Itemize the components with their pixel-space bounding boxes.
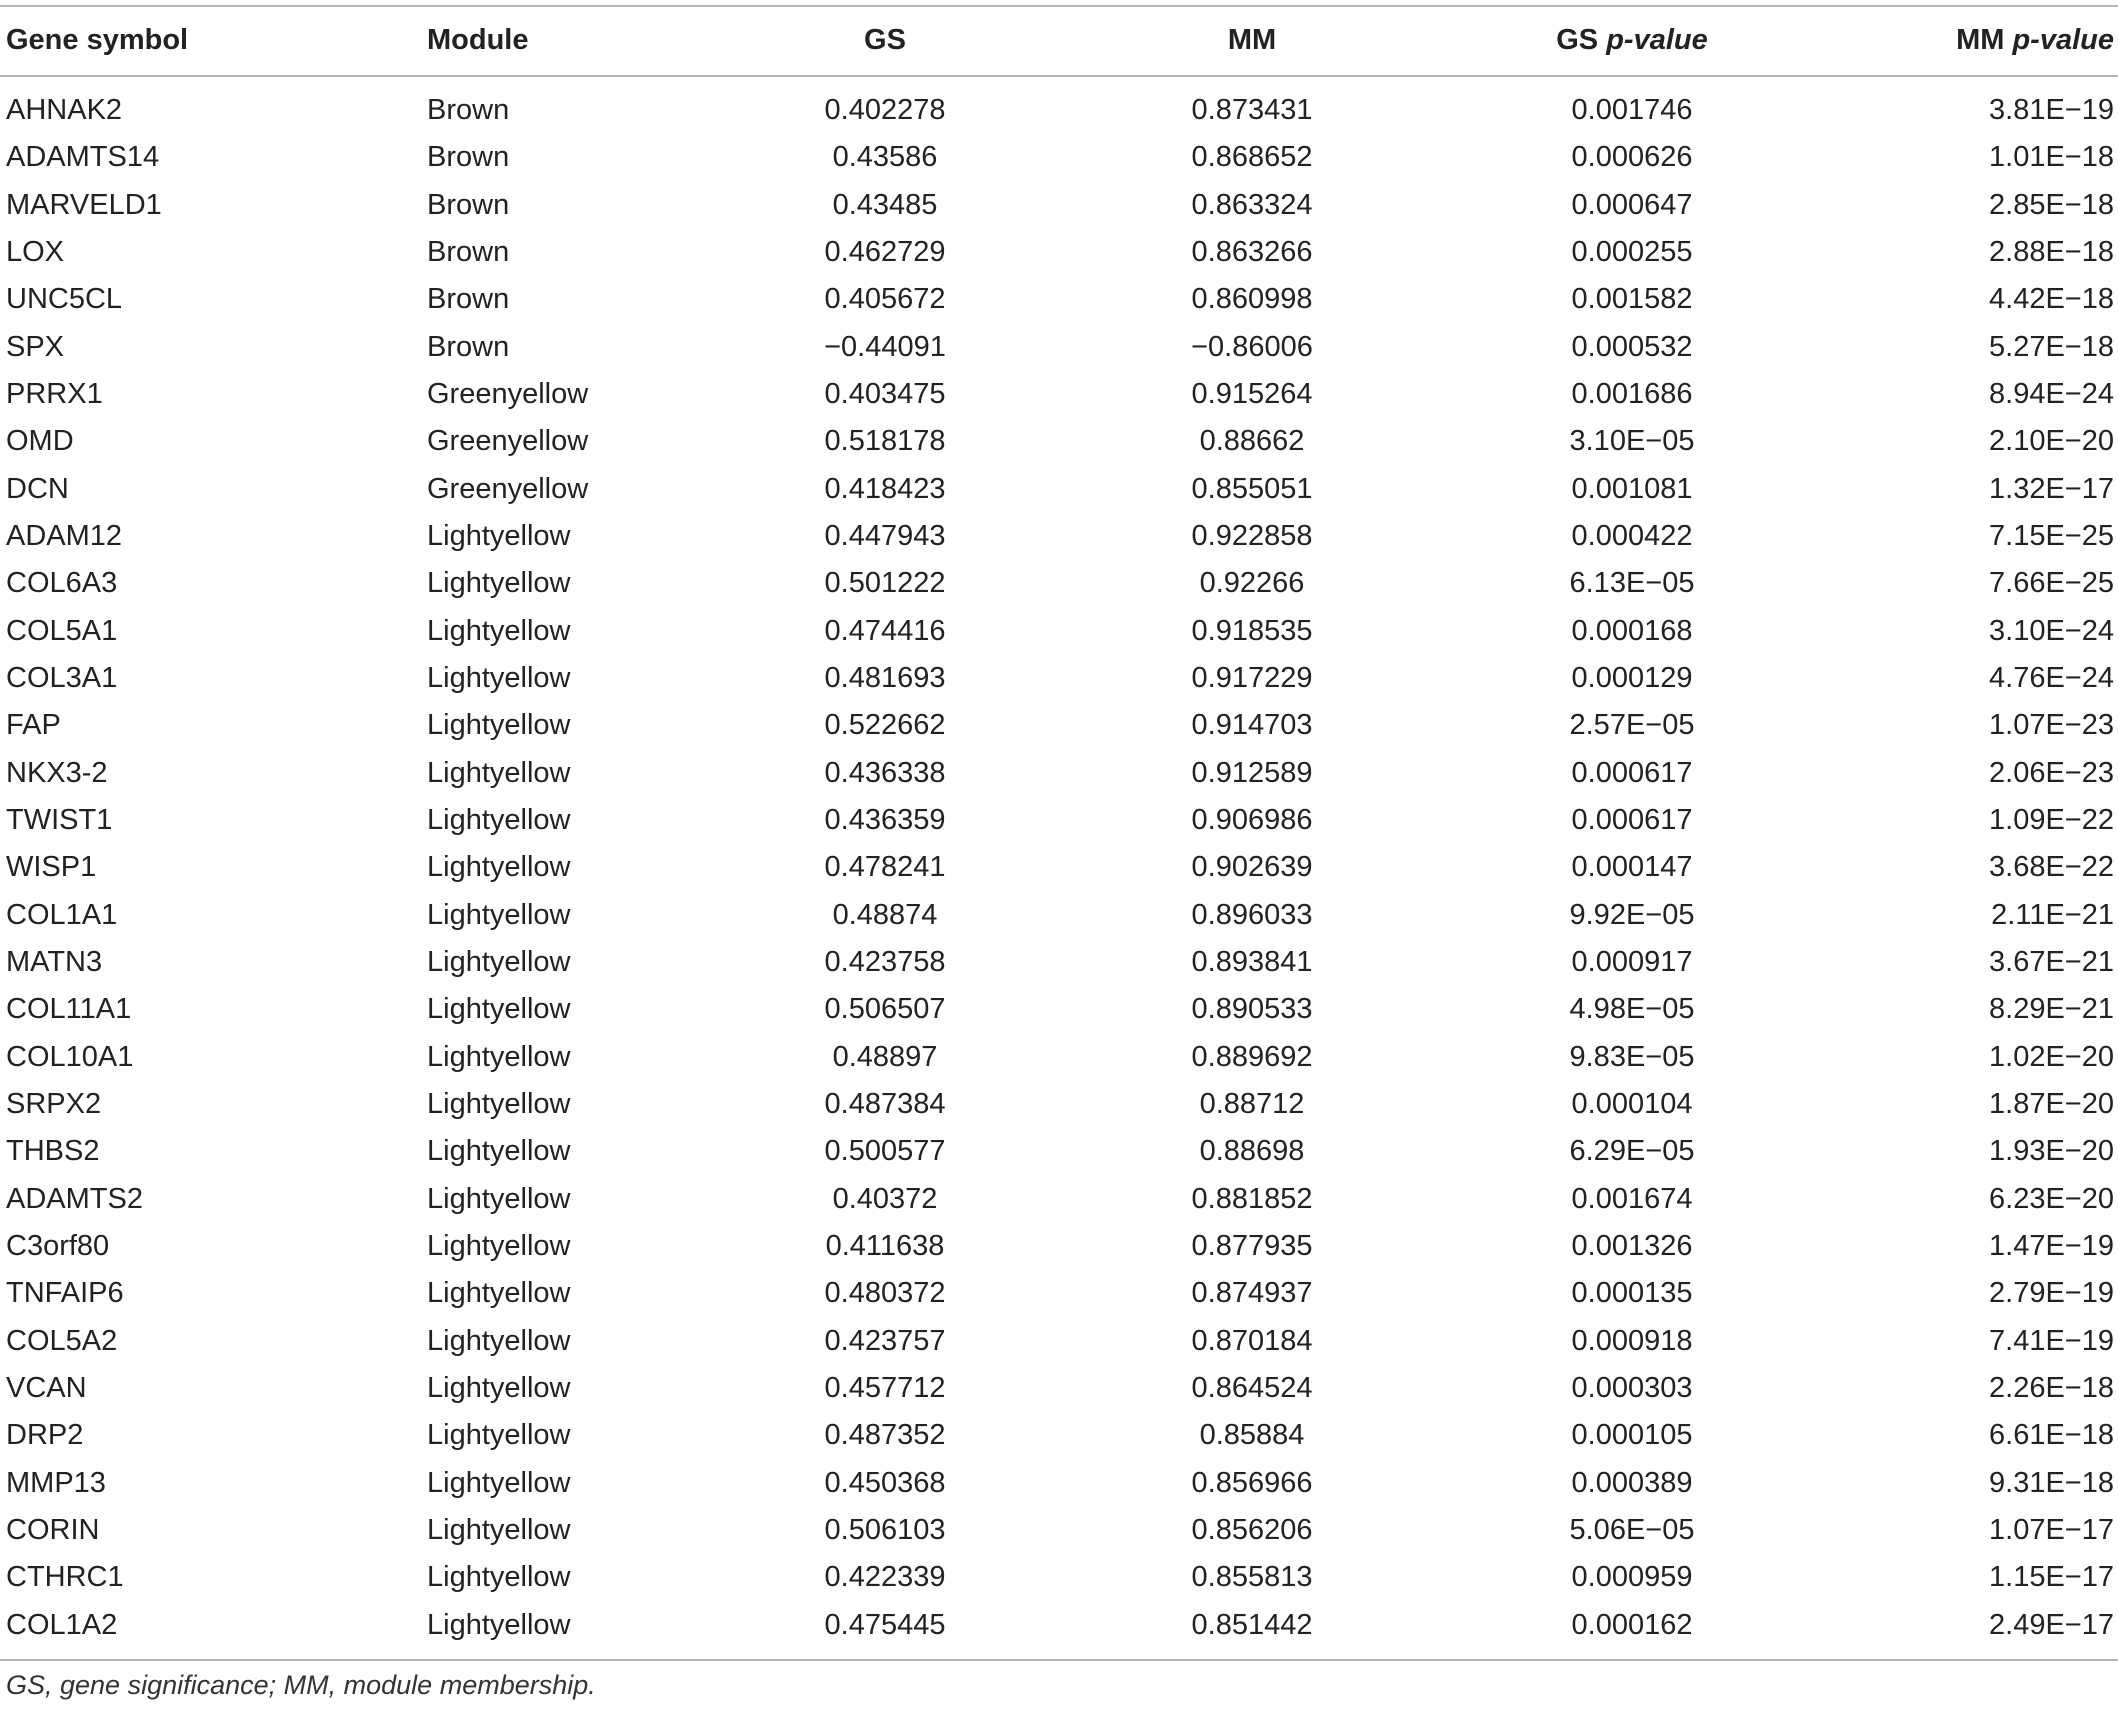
cell-mm-p-value: 2.06E−23	[1989, 756, 2114, 789]
cell-gs-p-value: 0.000918	[1571, 1324, 1693, 1357]
cell-module: Lightyellow	[427, 1135, 571, 1168]
cell-gs-p-value: 4.98E−05	[1569, 993, 1695, 1026]
cell-gene-symbol: MARVELD1	[6, 188, 162, 221]
cell-gs-p-value: 0.001326	[1571, 1229, 1693, 1262]
cell-gs: 0.518178	[824, 425, 946, 458]
cell-mm: 0.860998	[1191, 283, 1313, 316]
table-row	[0, 324, 2118, 371]
cell-mm: 0.912589	[1191, 756, 1313, 789]
cell-mm: 0.855051	[1191, 472, 1313, 505]
cell-gene-symbol: COL3A1	[6, 661, 118, 694]
cell-module: Lightyellow	[427, 1608, 571, 1641]
cell-gs-p-value: 0.000147	[1571, 851, 1693, 884]
cell-mm-p-value: 1.07E−17	[1989, 1513, 2114, 1546]
cell-module: Lightyellow	[427, 709, 571, 742]
cell-mm-p-value: 1.02E−20	[1989, 1040, 2114, 1073]
cell-gs: 0.436359	[824, 803, 946, 836]
cell-mm: 0.85884	[1199, 1419, 1305, 1452]
cell-mm: 0.873431	[1191, 94, 1313, 126]
cell-mm: 0.851442	[1191, 1608, 1313, 1641]
cell-gene-symbol: CORIN	[6, 1513, 100, 1546]
table-header-row	[0, 17, 2118, 64]
cell-mm-p-value: 6.23E−20	[1989, 1182, 2114, 1215]
cell-mm: 0.893841	[1191, 945, 1313, 978]
cell-mm-p-value: 3.67E−21	[1989, 945, 2114, 978]
cell-gene-symbol: COL5A2	[6, 1324, 118, 1357]
cell-gs: 0.43586	[832, 141, 938, 174]
cell-mm-p-value: 7.41E−19	[1989, 1324, 2114, 1357]
cell-gs: 0.487352	[824, 1419, 946, 1452]
cell-module: Lightyellow	[427, 851, 571, 884]
cell-gs-p-value: 0.000129	[1571, 661, 1693, 694]
cell-module: Lightyellow	[427, 1561, 571, 1594]
cell-gs: −0.44091	[824, 330, 946, 363]
cell-gs: 0.403475	[824, 377, 946, 410]
cell-gene-symbol: COL5A1	[6, 614, 118, 647]
cell-gs-p-value: 0.000532	[1571, 330, 1693, 363]
header-mm-p-suffix: p-value	[2012, 24, 2114, 56]
table-row	[0, 1412, 2118, 1459]
cell-gs-p-value: 0.001746	[1571, 94, 1693, 126]
cell-module: Lightyellow	[427, 1277, 571, 1310]
cell-mm-p-value: 2.10E−20	[1989, 425, 2114, 458]
cell-mm: 0.922858	[1191, 519, 1313, 552]
cell-gs: 0.418423	[824, 472, 946, 505]
header-gs: GS	[864, 24, 906, 56]
cell-module: Brown	[427, 283, 510, 316]
cell-mm-p-value: 2.79E−19	[1989, 1277, 2114, 1310]
cell-mm-p-value: 2.11E−21	[1991, 898, 2114, 931]
cell-gene-symbol: FAP	[6, 709, 61, 742]
cell-gene-symbol: LOX	[6, 235, 65, 268]
cell-mm: 0.88662	[1199, 425, 1305, 458]
cell-mm-p-value: 3.68E−22	[1989, 851, 2114, 884]
cell-module: Lightyellow	[427, 1087, 571, 1120]
cell-gene-symbol: TWIST1	[6, 803, 113, 836]
cell-mm: 0.890533	[1191, 993, 1313, 1026]
cell-mm-p-value: 9.31E−18	[1989, 1466, 2114, 1499]
cell-mm: 0.896033	[1191, 898, 1313, 931]
cell-gene-symbol: AHNAK2	[6, 94, 123, 126]
cell-gene-symbol: ADAMTS14	[6, 141, 160, 174]
cell-module: Brown	[427, 141, 510, 174]
cell-gs: 0.487384	[824, 1087, 946, 1120]
cell-mm-p-value: 7.66E−25	[1989, 567, 2114, 600]
table-row	[0, 418, 2118, 465]
cell-module: Lightyellow	[427, 1513, 571, 1546]
cell-gs: 0.500577	[824, 1135, 946, 1168]
cell-module: Lightyellow	[427, 898, 571, 931]
cell-mm: −0.86006	[1191, 330, 1313, 363]
cell-mm-p-value: 8.94E−24	[1989, 377, 2114, 410]
table-header-rule	[0, 75, 2118, 77]
cell-gs-p-value: 0.000135	[1571, 1277, 1693, 1310]
cell-mm-p-value: 1.32E−17	[1989, 472, 2114, 505]
cell-gene-symbol: COL1A2	[6, 1608, 118, 1641]
cell-module: Lightyellow	[427, 803, 571, 836]
cell-gs: 0.402278	[824, 94, 946, 126]
cell-mm: 0.856206	[1191, 1513, 1313, 1546]
cell-gs: 0.478241	[824, 851, 946, 884]
cell-module: Brown	[427, 188, 510, 221]
cell-gene-symbol: TNFAIP6	[6, 1277, 124, 1310]
cell-gene-symbol: ADAMTS2	[6, 1182, 143, 1215]
header-gs-p-value	[1482, 17, 1782, 64]
cell-gs-p-value: 0.000959	[1571, 1561, 1693, 1594]
table-row	[0, 986, 2118, 1033]
cell-gs-p-value: 0.000617	[1571, 803, 1693, 836]
cell-mm: 0.92266	[1199, 567, 1305, 600]
cell-mm-p-value: 2.85E−18	[1989, 188, 2114, 221]
cell-gs: 0.436338	[824, 756, 946, 789]
cell-gs-p-value: 0.000626	[1571, 141, 1693, 174]
cell-gs-p-value: 0.000104	[1571, 1087, 1693, 1120]
cell-gs: 0.48874	[832, 898, 938, 931]
table-row	[0, 797, 2118, 844]
cell-module: Lightyellow	[427, 1229, 571, 1262]
table-row	[0, 1460, 2118, 1507]
cell-mm: 0.88712	[1199, 1087, 1305, 1120]
cell-mm: 0.88698	[1199, 1135, 1305, 1168]
cell-mm: 0.864524	[1191, 1371, 1313, 1404]
header-gs-p-prefix: GS	[1556, 24, 1599, 56]
cell-module: Greenyellow	[427, 377, 589, 410]
cell-module: Lightyellow	[427, 1466, 571, 1499]
cell-mm: 0.855813	[1191, 1561, 1313, 1594]
cell-gene-symbol: UNC5CL	[6, 283, 123, 316]
cell-gs: 0.481693	[824, 661, 946, 694]
cell-gs: 0.522662	[824, 709, 946, 742]
cell-mm-p-value: 2.26E−18	[1989, 1371, 2114, 1404]
cell-gs: 0.447943	[824, 519, 946, 552]
cell-module: Greenyellow	[427, 472, 589, 505]
cell-gs-p-value: 0.000168	[1571, 614, 1693, 647]
table-row	[0, 560, 2118, 607]
cell-module: Lightyellow	[427, 993, 571, 1026]
cell-mm-p-value: 3.10E−24	[1989, 614, 2114, 647]
cell-gs: 0.457712	[824, 1371, 946, 1404]
cell-gs: 0.475445	[824, 1608, 946, 1641]
cell-gs: 0.422339	[824, 1561, 946, 1594]
cell-mm: 0.881852	[1191, 1182, 1313, 1215]
cell-gs: 0.480372	[824, 1277, 946, 1310]
cell-module: Greenyellow	[427, 425, 589, 458]
cell-gene-symbol: SRPX2	[6, 1087, 102, 1120]
table-row	[0, 276, 2118, 323]
cell-gs-p-value: 5.06E−05	[1569, 1513, 1695, 1546]
cell-gs: 0.423758	[824, 945, 946, 978]
cell-gs-p-value: 0.000422	[1571, 519, 1693, 552]
cell-gs: 0.423757	[824, 1324, 946, 1357]
cell-module: Lightyellow	[427, 1371, 571, 1404]
cell-gs: 0.411638	[825, 1229, 945, 1262]
table-top-rule	[0, 5, 2118, 7]
cell-module: Lightyellow	[427, 661, 571, 694]
cell-gene-symbol: OMD	[6, 425, 74, 458]
cell-gs-p-value: 0.000255	[1571, 235, 1693, 268]
cell-mm: 0.906986	[1191, 803, 1313, 836]
cell-gene-symbol: ADAM12	[6, 519, 123, 552]
header-mm-p-prefix: MM	[1956, 24, 2005, 56]
cell-module: Lightyellow	[427, 614, 571, 647]
cell-mm-p-value: 8.29E−21	[1989, 993, 2114, 1026]
cell-mm-p-value: 5.27E−18	[1989, 330, 2114, 363]
cell-mm-p-value: 7.15E−25	[1989, 519, 2114, 552]
cell-module: Lightyellow	[427, 519, 571, 552]
cell-mm: 0.915264	[1191, 377, 1313, 410]
table-row	[0, 1176, 2118, 1223]
table-row	[0, 182, 2118, 229]
cell-mm: 0.917229	[1191, 661, 1313, 694]
cell-mm: 0.856966	[1191, 1466, 1313, 1499]
cell-gene-symbol: NKX3-2	[6, 756, 108, 789]
cell-gene-symbol: SPX	[6, 330, 65, 363]
cell-gene-symbol: COL10A1	[6, 1040, 134, 1073]
table-row	[0, 1554, 2118, 1601]
table-row	[0, 1365, 2118, 1412]
cell-gene-symbol: COL11A1	[6, 993, 132, 1026]
cell-gs: 0.405672	[824, 283, 946, 316]
cell-mm: 0.877935	[1191, 1229, 1313, 1262]
table-row	[0, 844, 2118, 891]
table-row	[0, 371, 2118, 418]
cell-mm-p-value: 3.81E−19	[1989, 94, 2114, 126]
cell-gs-p-value: 3.10E−05	[1569, 425, 1695, 458]
cell-gs: 0.506507	[824, 993, 946, 1026]
cell-gs: 0.40372	[832, 1182, 938, 1215]
cell-gs: 0.474416	[824, 614, 946, 647]
cell-mm: 0.863266	[1191, 235, 1313, 268]
cell-module: Lightyellow	[427, 756, 571, 789]
cell-gs: 0.462729	[824, 235, 946, 268]
table-row	[0, 939, 2118, 986]
cell-mm: 0.902639	[1191, 851, 1313, 884]
table-row	[0, 702, 2118, 749]
cell-gs-p-value: 0.000303	[1571, 1371, 1693, 1404]
cell-gene-symbol: VCAN	[6, 1371, 87, 1404]
cell-module: Lightyellow	[427, 567, 571, 600]
cell-mm-p-value: 1.47E−19	[1989, 1229, 2114, 1262]
cell-mm-p-value: 1.09E−22	[1989, 803, 2114, 836]
cell-mm-p-value: 1.87E−20	[1989, 1087, 2114, 1120]
cell-mm-p-value: 1.93E−20	[1989, 1135, 2114, 1168]
table-row	[0, 1034, 2118, 1081]
cell-module: Brown	[427, 94, 510, 126]
cell-gene-symbol: DCN	[6, 472, 69, 505]
table-bottom-rule	[0, 1659, 2118, 1661]
cell-mm-p-value: 1.07E−23	[1989, 709, 2114, 742]
table-row	[0, 892, 2118, 939]
cell-mm: 0.863324	[1191, 188, 1313, 221]
table-row	[0, 87, 2118, 134]
cell-gs-p-value: 2.57E−05	[1569, 709, 1695, 742]
cell-gs-p-value: 0.001674	[1571, 1182, 1693, 1215]
cell-mm: 0.914703	[1191, 709, 1313, 742]
cell-gs-p-value: 0.001081	[1571, 472, 1693, 505]
cell-mm-p-value: 1.15E−17	[1989, 1561, 2114, 1594]
table-row	[0, 1318, 2118, 1365]
header-gene-symbol: Gene symbol	[6, 24, 189, 56]
table-row	[0, 134, 2118, 181]
cell-gs-p-value: 6.29E−05	[1569, 1135, 1695, 1168]
cell-gene-symbol: THBS2	[6, 1135, 100, 1168]
cell-gs: 0.48897	[832, 1040, 938, 1073]
cell-gs: 0.506103	[824, 1513, 946, 1546]
cell-mm: 0.889692	[1191, 1040, 1313, 1073]
table-row	[0, 466, 2118, 513]
header-mm: MM	[1227, 24, 1277, 56]
cell-mm: 0.874937	[1191, 1277, 1313, 1310]
cell-mm-p-value: 1.01E−18	[1989, 141, 2114, 174]
cell-gs: 0.43485	[832, 188, 938, 221]
table-footnote: GS, gene significance; MM, module membership.	[6, 1670, 596, 1700]
cell-gs-p-value: 0.000617	[1571, 756, 1693, 789]
cell-module: Brown	[427, 330, 510, 363]
cell-gs-p-value: 0.000647	[1571, 188, 1693, 221]
table-row	[0, 513, 2118, 560]
cell-gs-p-value: 0.000162	[1571, 1608, 1693, 1641]
cell-gs: 0.501222	[824, 567, 946, 600]
table-row	[0, 750, 2118, 797]
cell-gene-symbol: PRRX1	[6, 377, 103, 410]
cell-mm-p-value: 2.49E−17	[1989, 1608, 2114, 1641]
cell-module: Brown	[427, 235, 510, 268]
cell-gs-p-value: 0.000917	[1571, 945, 1693, 978]
table-row	[0, 229, 2118, 276]
table-row	[0, 1602, 2118, 1649]
cell-module: Lightyellow	[427, 1324, 571, 1357]
table-row	[0, 655, 2118, 702]
cell-gene-symbol: C3orf80	[6, 1229, 110, 1262]
header-mm-p-value	[1956, 17, 2114, 64]
cell-gs-p-value: 0.001686	[1571, 377, 1693, 410]
cell-gs-p-value: 0.001582	[1571, 283, 1693, 316]
table-row	[0, 1270, 2118, 1317]
cell-mm: 0.870184	[1191, 1324, 1313, 1357]
table-row	[0, 608, 2118, 655]
cell-mm-p-value: 4.76E−24	[1989, 661, 2114, 694]
cell-gene-symbol: DRP2	[6, 1419, 84, 1452]
cell-gene-symbol: MMP13	[6, 1466, 106, 1499]
cell-gene-symbol: MATN3	[6, 945, 103, 978]
cell-gs-p-value: 0.000389	[1571, 1466, 1693, 1499]
cell-module: Lightyellow	[427, 1182, 571, 1215]
header-gs-p-suffix: p-value	[1606, 24, 1708, 56]
cell-mm-p-value: 4.42E−18	[1989, 283, 2114, 316]
cell-gene-symbol: COL1A1	[6, 898, 118, 931]
cell-mm-p-value: 2.88E−18	[1989, 235, 2114, 268]
cell-mm: 0.918535	[1191, 614, 1313, 647]
cell-gs-p-value: 0.000105	[1571, 1419, 1693, 1452]
cell-gs: 0.450368	[824, 1466, 946, 1499]
cell-module: Lightyellow	[427, 1419, 571, 1452]
table-row	[0, 1081, 2118, 1128]
cell-module: Lightyellow	[427, 1040, 571, 1073]
cell-gs-p-value: 6.13E−05	[1569, 567, 1695, 600]
table-row	[0, 1128, 2118, 1175]
cell-mm: 0.868652	[1191, 141, 1313, 174]
table-row	[0, 1223, 2118, 1270]
table-row	[0, 1507, 2118, 1554]
cell-gene-symbol: WISP1	[6, 851, 97, 884]
cell-gs-p-value: 9.83E−05	[1569, 1040, 1695, 1073]
cell-module: Lightyellow	[427, 945, 571, 978]
cell-mm-p-value: 6.61E−18	[1989, 1419, 2114, 1452]
header-module: Module	[427, 24, 529, 56]
cell-gs-p-value: 9.92E−05	[1569, 898, 1695, 931]
cell-gene-symbol: COL6A3	[6, 567, 118, 600]
cell-gene-symbol: CTHRC1	[6, 1561, 124, 1594]
